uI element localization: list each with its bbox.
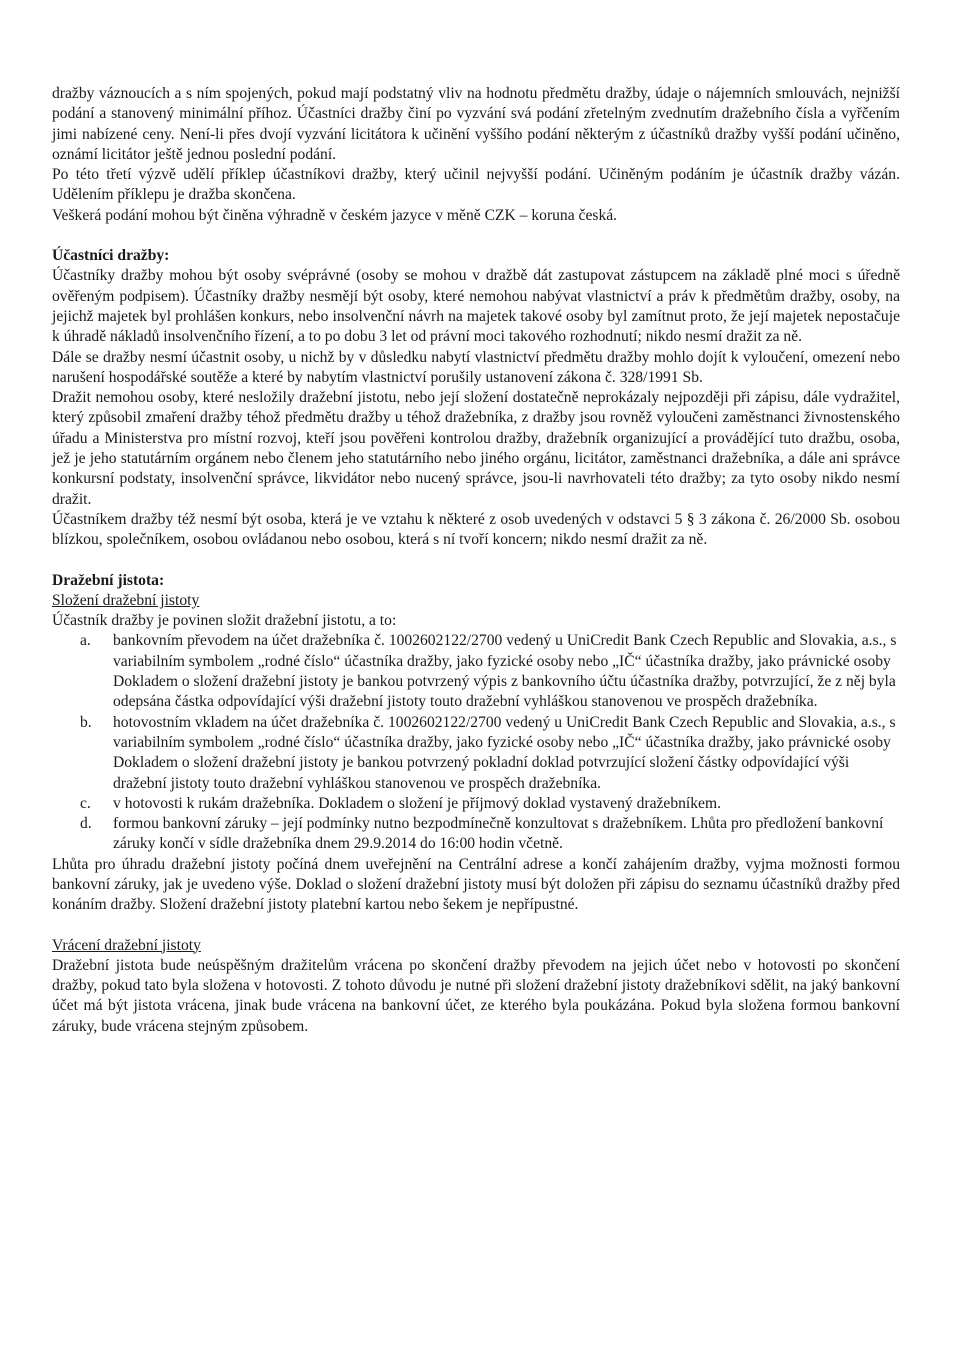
deposit-closing-paragraph: Lhůta pro úhradu dražební jistoty počíná dnem uveřejnění na Centrální adrese a končí zahájením dražby, vyjma možnosti formou bankovní záruky, jak je uvedeno výše. Doklad o složení dražební jistoty musí být doložen při zápisu do seznamu účastníků dražby před konáním dražby. Složení dražební jistoty platební kartou nebo šekem je nepřípustné. — [52, 855, 900, 914]
list-item-text: bankovním převodem na účet dražebníka č. 1002602122/2700 vedený u UniCredit Bank Czech Republic and Slovakia, a.s., s variabilním symbolem „rodné číslo“ účastníka dražby, jako fyzické osoby nebo „IČ“ účastníka dražby, jako právnické osoby — [113, 632, 897, 670]
refund-paragraph: Dražební jistota bude neúspěšným dražitelům vrácena po skončení dražby převodem na jejich účet nebo v hotovosti po skončení dražby, pokud tato byla složena v hotovosti. Z tohoto důvodu je nutné při složení dražební jistoty dražebníkovi sdělit, na jaký bankovní účet má být jistota vrácena, jinak bude vrácena na bankovní účet, ze kterého byla poukázána. Pokud byla složena formou bankovní záruky, bude vrácena stejným způsobem. — [52, 956, 900, 1035]
intro-paragraph: Veškerá podání mohou být činěna výhradně v českém jazyce v měně CZK – koruna česká. — [52, 206, 618, 224]
refund-subheading: Vrácení dražební jistoty — [52, 936, 201, 954]
deposit-lead: Účastník dražby je povinen složit dražební jistotu, a to: — [52, 612, 397, 630]
list-marker: b. — [80, 713, 92, 731]
intro-section — [52, 84, 900, 226]
list-item — [52, 713, 900, 794]
intro-paragraph: dražby váznoucích a s ním spojených, pokud mají podstatný vliv na hodnotu předmětu dražby, údaje o nájemních smlouvách, nejnižší podání a stanovený minimální příhoz. Účastníci dražby činí po vyzvání svá podání zřetelným zvednutím dražebního čísla a vyřčením jimi nabízené ceny. Není-li přes dvojí vyzvání licitátora k učinění vyššího podání některým z účastníků dražby vyšší podání učiněno, oznámí licitátor ještě jednou poslední podání. — [52, 85, 900, 163]
list-marker: c. — [80, 794, 91, 812]
participants-paragraph: Účastníkem dražby též nesmí být osoba, která je ve vztahu k některé z osob uvedených v odstavci 5 § 3 zákona č. 26/2000 Sb. osobou blízkou, společníkem, osobou ovládanou nebo osobou, která s ní tvoří koncern; nikdo nesmí dražit za ně. — [52, 510, 900, 549]
list-item — [52, 814, 900, 855]
list-item-text: v hotovosti k rukám dražebníka. Dokladem o složení je příjmový doklad vystavený dražebníkem. — [113, 794, 722, 812]
list-item-text: formou bankovní záruky – její podmínky nutno bezpodmínečně konzultovat s dražebníkem. Lhůta pro předložení bankovní záruky končí v sídle dražebníka dnem 29.9.2014 do 16:00 hodin včetně. — [113, 815, 884, 853]
intro-paragraph: Po této třetí výzvě udělí příklep účastníkovi dražby, který učinil nejvyšší podání. Učiněným podáním je účastník dražby vázán. Udělením příklepu je dražba skončena. — [52, 166, 900, 204]
list-item-text: Dokladem o složení dražební jistoty je bankou potvrzený výpis z bankovního účtu účastníka dražby, potvrzující, že z něj byla odepsána částka odpovídající výši dražební jistoty touto dražební vyhláškou stanovenou ve prospěch dražebníka. — [113, 673, 896, 711]
deposit-methods-list — [52, 631, 900, 854]
list-marker: d. — [80, 815, 92, 833]
deposit-subheading: Složení dražební jistoty — [52, 591, 200, 609]
list-item-text: hotovostním vkladem na účet dražebníka č. 1002602122/2700 vedený u UniCredit Bank Czech Republic and Slovakia, a.s., s variabilním symbolem „rodné číslo“ účastníka dražby, jako fyzické osoby nebo „IČ“ účastníka dražby, jako právnické osoby — [113, 713, 896, 751]
deposit-heading: Dražební jistota: — [52, 571, 165, 589]
list-item-text: Dokladem o složení dražební jistoty je bankou potvrzený pokladní doklad potvrzující složení částky odpovídající výši dražební jistoty touto dražební vyhláškou stanovenou ve prospěch dražebníka. — [113, 754, 850, 792]
participants-paragraph: Dále se dražby nesmí účastnit osoby, u nichž by v důsledku nabytí vlastnictví předmětu dražby mohlo dojít k vyloučení, omezení nebo narušení hospodářské soutěže a které by nabytím vlastnictví porušily ustanovení zákona č. 328/1991 Sb. — [52, 348, 900, 386]
list-item — [52, 631, 900, 712]
document-page — [52, 84, 900, 1037]
participants-section — [52, 246, 900, 550]
participants-heading: Účastníci dražby: — [52, 247, 170, 265]
participants-paragraph: Účastníky dražby mohou být osoby svéprávné (osoby se mohou v dražbě dát zastupovat zástupcem na základě plné moci s úředně ověřeným podpisem). Účastníky dražby nesmějí být osoby, které nemohou nabývat vlastnictví a práv k předmětům dražby, osoby, na jejichž majetek byl prohlášen konkurs, nebo insolvenční návrh na majetek takové osoby byl zamítnut proto, že její majetek nepostačuje k úhradě nákladů insolvenčního řízení, a to po dobu 3 let od právní moci takového rozhodnutí; nikdo nesmí dražit za ně. — [52, 267, 900, 346]
list-marker: a. — [80, 632, 91, 650]
refund-section — [52, 936, 900, 1037]
participants-paragraph: Dražit nemohou osoby, které nesložily dražební jistotu, nebo její složení dostatečně neprokázaly nejpozději při zápisu, dále vydražitel, který způsobil zmaření dražby téhož předmětu dražby u téhož dražebníka, z dražby jsou rovněž vyloučeni zaměstnanci živnostenského úřadu a Ministerstva pro místní rozvoj, kteří jsou pověřeni kontrolou dražby, dražebník organizující a provádějící tuto dražbu, osoba, jež je jeho statutárním orgánem nebo členem jeho statutárního nebo jiného orgánu, licitátor, zaměstnanci dražebníka, a dále ani správce konkursní podstaty, insolvenční správce, likvidátor nebo nucený správce, jsou-li navrhovateli této dražby; za tyto osoby nikdo nesmí dražit. — [52, 389, 900, 508]
list-item — [52, 794, 900, 814]
deposit-section — [52, 571, 900, 916]
